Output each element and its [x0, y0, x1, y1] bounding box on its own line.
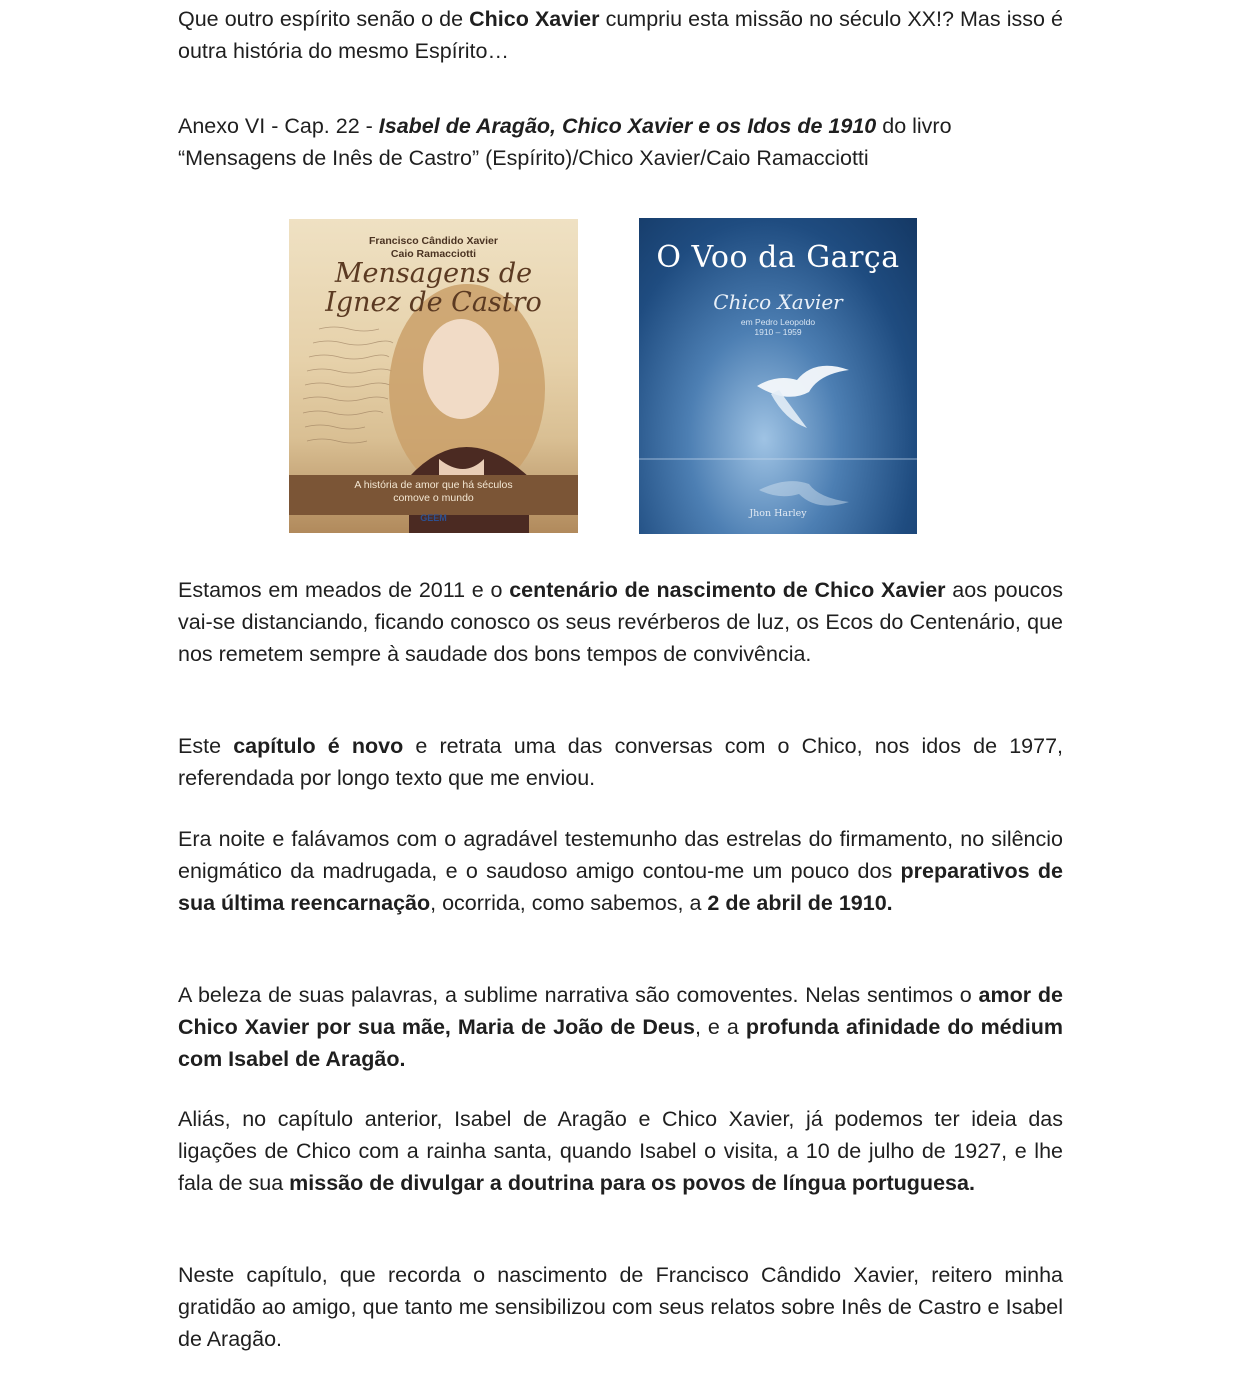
cover-author: Caio Ramacciotti: [390, 248, 477, 260]
text-run: Aliás, no capítulo anterior, Isabel de Aragão e Chico Xavier, já podemos ter ideia das ligações de Chico com a rainha santa, quando Isabel o visita, a 10 de julho de 1927, e lhe fala de sua: [178, 1107, 1063, 1195]
cover-bottom-author: Jhon Harley: [749, 508, 807, 519]
cover-author-signature: Chico Xavier: [713, 290, 843, 314]
bold-run: 2 de abril de 1910.: [707, 891, 893, 915]
paragraph-beauty-of-words: [178, 979, 1063, 1075]
cover-subtitle-line: em Pedro Leopoldo: [740, 317, 816, 327]
cover-subtitle: [289, 479, 578, 505]
text-run: aos poucos vai-se distanciando, ficando conosco os seus revérberos de luz, os Ecos do Centenário, que nos remetem sempre à saudade dos bons tempos de convivência.: [178, 578, 1064, 666]
cover-subtitle-line: comove o mundo: [393, 492, 474, 504]
bold-run: centenário de nascimento de Chico Xavier: [509, 578, 946, 602]
cover-subtitle: [639, 317, 917, 337]
text-run: e retrata uma das conversas com o Chico, nos idos de 1977, referendada por longo texto que me enviou.: [178, 734, 1064, 790]
cover-subtitle-line: 1910 – 1959: [754, 327, 802, 337]
bold-italic-chapter-title: Isabel de Aragão, Chico Xavier e os Idos de 1910: [378, 114, 877, 138]
text-run: Que outro espírito senão o de: [178, 7, 470, 31]
text-run: Neste capítulo, que recorda o nascimento de Francisco Cândido Xavier, reitero minha gratidão ao amigo, que tanto me sensibilizou com seus relatos sobre Inês de Castro e Isabel de Aragão.: [178, 1263, 1063, 1351]
text-run: Este: [178, 734, 234, 758]
bold-run: capítulo é novo: [233, 734, 404, 758]
paragraph-centenary: [178, 574, 1063, 670]
paragraph-previous-chapter: [178, 1103, 1063, 1199]
text-run: , ocorrida, como sabemos, a: [430, 891, 708, 915]
publisher-logo: GEEM: [420, 513, 447, 523]
cover-author: Francisco Cândido Xavier: [369, 235, 498, 247]
text-run: do livro “Mensagens de Inês de Castro” (Espírito)/Chico Xavier/Caio Ramacciotti: [178, 114, 952, 170]
text-run: , e a: [694, 1015, 746, 1039]
cover-title: O Voo da Garça: [656, 240, 900, 275]
cover-title: Mensagens de Ignez de Castro: [325, 258, 542, 318]
paragraph-night-conversation: [178, 823, 1063, 919]
paragraph-new-chapter: [178, 730, 1063, 794]
cover-subtitle-line: A história de amor que há séculos: [354, 479, 513, 491]
text-run: Anexo VI - Cap. 22 -: [178, 114, 379, 138]
text-run: Estamos em meados de 2011 e o: [178, 578, 510, 602]
text-run: Era noite e falávamos com o agradável testemunho das estrelas do firmamento, no silêncio enigmático da madrugada, e o saudoso amigo contou-me um pouco dos: [178, 827, 1063, 883]
bold-run: amor de Chico Xavier por sua mãe, Maria de João de Deus: [178, 983, 1064, 1039]
paragraph-gratitude: [178, 1259, 1063, 1355]
bold-run: missão de divulgar a doutrina para os povos de língua portuguesa.: [289, 1171, 975, 1195]
bold-run: profunda afinidade do médium com Isabel de Aragão.: [178, 1015, 1063, 1071]
book-cover-o-voo-da-garca: [639, 218, 917, 534]
bold-run: Chico Xavier: [469, 7, 600, 31]
text-run: A beleza de suas palavras, a sublime narrativa são comoventes. Nelas sentimos o: [178, 983, 979, 1007]
paragraph-annex-reference: [178, 110, 1063, 174]
text-run: cumpriu esta missão no século XX!? Mas isso é outra história do mesmo Espírito…: [178, 7, 1064, 63]
paragraph-intro: [178, 3, 1063, 67]
bold-run: preparativos de sua última reencarnação: [178, 859, 1063, 915]
book-cover-mensagens-de-ignez-de-castro: [289, 219, 578, 533]
